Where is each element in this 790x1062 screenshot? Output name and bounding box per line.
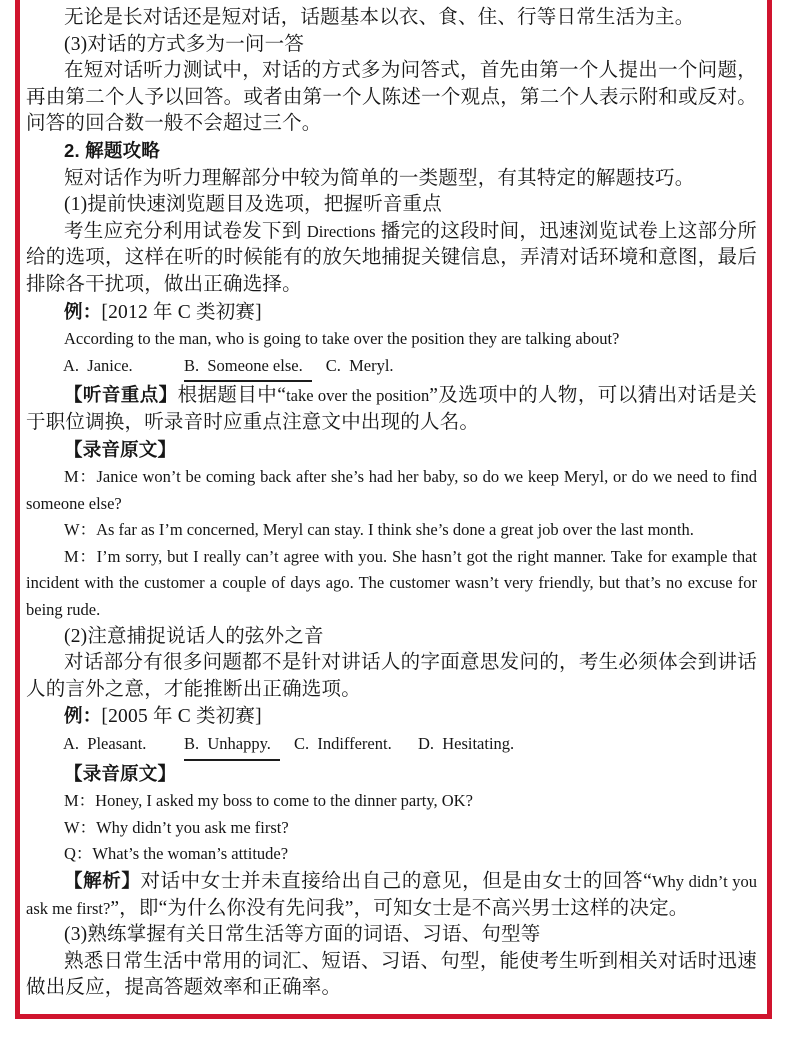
text-run: According to the man, who is going to take over the position they are talking about? [64,329,620,349]
text-run: M：I’m sorry, but I really can’t agree with you. She hasn’t got the right manner. Take for example that incident with the customer a couple of days ago. The customer wasn’t very friendly, but that’s no excuse for being rude. [26,546,757,620]
text-run: take over the position [286,386,430,406]
page-content [26,5,757,1002]
paragraph [26,624,757,651]
option-answer-underlined: B. Unhappy. [184,731,280,761]
text-run: W：As far as I’m concerned, Meryl can stay. I think she’s done a great job over the last month. [64,520,694,540]
text-run: Q：What’s the woman’s attitude? [64,844,289,864]
options-row [26,731,757,761]
text-run: ”，即“为什么你没有先问我”，可知女士是不高兴男士这样的决定。 [110,897,689,919]
text-run: (1)提前快速浏览题目及选项，把握听音重点 [64,194,442,216]
text-run: (2)注意捕捉说话人的弦外之音 [64,625,324,647]
paragraph [26,703,757,731]
paragraph [26,58,757,138]
paragraph [26,544,757,624]
paragraph [26,922,757,949]
text-run: 播完的这段时间，迅速浏览试卷上这部分所给的选项，这样在听的时候能有的放矢地捕捉关键信息，弄清对话环境和意图，最后排除各干扰项，做出正确选择。 [26,220,757,295]
options-row [26,353,757,383]
text-run: ”及选项中的人物，可以猜出对话是关于职位调换，听录音时应重点注意文中出现的人名。 [26,385,757,433]
option-answer: A. Janice. [63,355,133,375]
bold-label: 【录音原文】 [64,438,177,460]
text-run: 熟悉日常生活中常用的词汇、短语、习语、句型，能使考生听到相关对话时迅速做出反应，提高答题效率和正确率。 [26,950,757,999]
option-answer: C. Indifferent. [293,734,392,754]
bold-label: 【录音原文】 [64,762,177,784]
bold-label: 【听音重点】 [64,384,178,406]
paragraph [26,299,757,327]
paragraph [26,761,757,789]
text-run: Why didn’t you ask me first? [26,872,757,918]
paragraph [26,219,757,299]
text-run: M：Honey, I asked my boss to come to the dinner party, OK? [64,791,473,811]
text-run: M：Janice won’t be coming back after she’s had her baby, so do we keep Meryl, or do we need to find someone else? [26,467,757,513]
paragraph [26,949,757,1002]
paragraph [26,464,757,517]
text-run: 短对话作为听力理解部分中较为简单的一类题型，有其特定的解题技巧。 [64,167,695,189]
paragraph [26,326,757,353]
text-run: [2005 年 C 类初赛] [101,706,262,728]
option-answer: D. Hesitating. [417,734,515,754]
paragraph [26,192,757,219]
paragraph [26,166,757,193]
text-run: 对话中女士并未直接给出自己的意见，但是由女士的回答“ [140,871,652,892]
text-run: 对话部分有很多问题都不是针对讲话人的字面意思发问的，考生必须体会到讲话人的言外之意，才能推断出正确选项。 [26,652,757,700]
paragraph [26,868,757,922]
paragraph [26,382,757,436]
bold-label: 【解析】 [64,870,141,891]
option-answer: C. Meryl. [325,355,394,375]
text-run: 无论是长对话还是短对话，话题基本以衣、食、住、行等日常生活为主。 [64,7,695,28]
paragraph [26,650,757,703]
text-run: 考生应充分利用试卷发下到 [64,220,307,242]
paragraph [26,138,757,166]
paragraph [26,437,757,465]
paragraph [26,32,757,59]
text-run: (3)熟练掌握有关日常生活等方面的词语、习语、句型等 [64,924,541,946]
bold-label: 例： [64,300,102,322]
paragraph [26,841,757,868]
text-run: W：Why didn’t you ask me first? [64,817,289,837]
paragraph [26,815,757,842]
text-run: (3)对话的方式多为一问一答 [64,33,305,55]
text-run: Directions [306,221,376,241]
option-answer-underlined: B. Someone else. [184,353,312,383]
paragraph [26,788,757,815]
text-run: 根据题目中“ [177,385,287,407]
text-run: [2012 年 C 类初赛] [101,301,262,323]
bold-label: 例： [64,705,102,727]
text-run: 在短对话听力测试中，对话的方式多为问答式，首先由第一个人提出一个问题，再由第二个人予以回答。或者由第一个人陈述一个观点，第二个人表示附和或反对。问答的回合数一般不会超过三个。 [26,60,757,135]
paragraph [26,517,757,544]
paragraph [26,5,757,32]
bold-label: 2. 解题攻略 [64,139,160,161]
option-answer: A. Pleasant. [63,734,147,754]
